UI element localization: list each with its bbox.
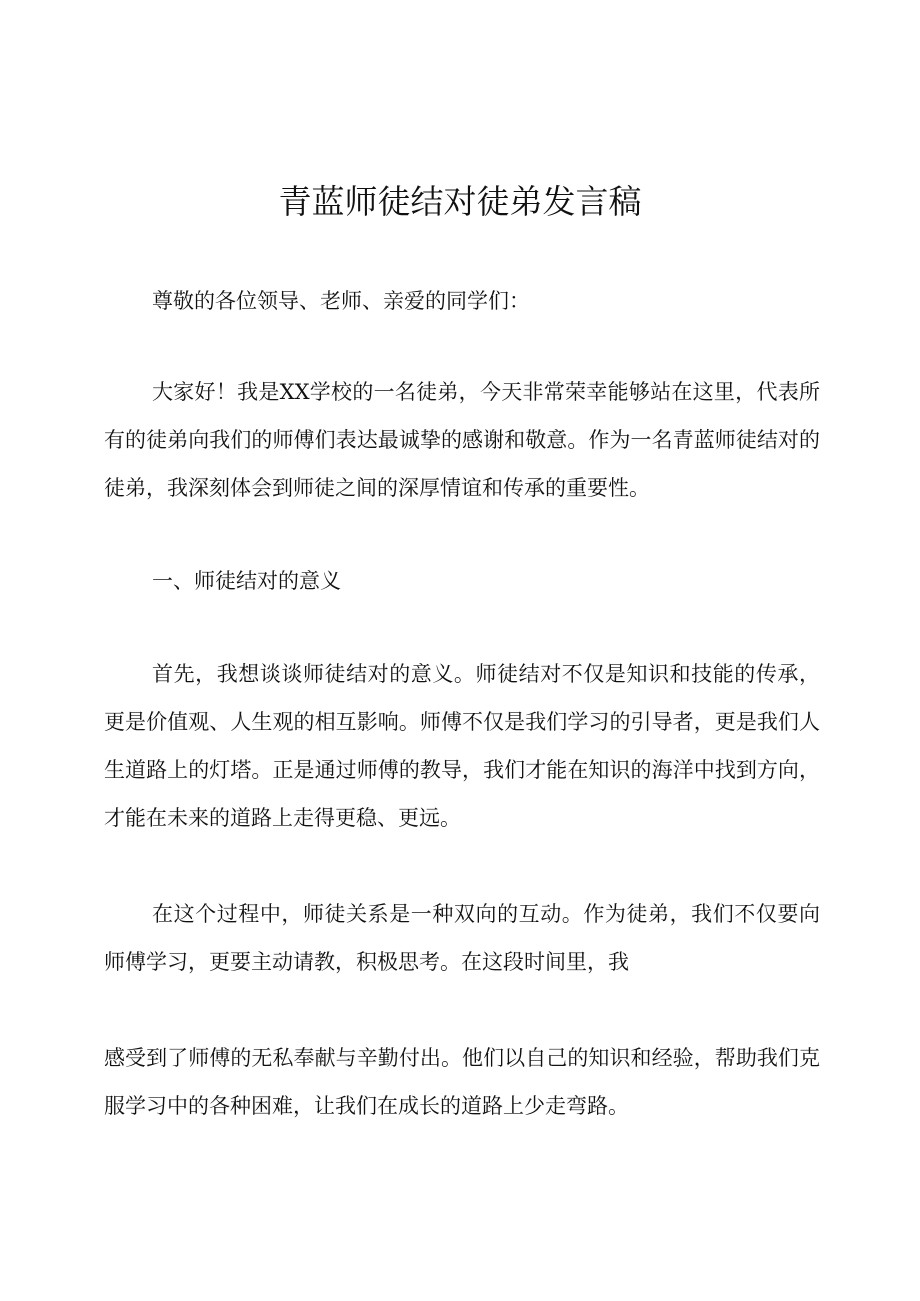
meaning-paragraph: 首先，我想谈谈师徒结对的意义。师徒结对不仅是知识和技能的传承，更是价值观、人生观的相互影响。师傅不仅是我们学习的引导者，更是我们人生道路上的灯塔。正是通过师傅的教导，我们才能在知识的海洋中找到方向，才能在未来的道路上走得更稳、更远。 xyxy=(104,662,820,830)
process-paragraph-part-b: 感受到了师傅的无私奉献与辛勤付出。他们以自己的知识和经验，帮助我们克服学习中的各种困难，让我们在成长的道路上少走弯路。 xyxy=(104,1046,820,1118)
process-paragraph-part-a: 在这个过程中，师徒关系是一种双向的互动。作为徒弟，我们不仅要向师傅学习，更要主动请教，积极思考。在这段时间里，我 xyxy=(104,902,820,974)
document-title: 青蓝师徒结对徒弟发言稿 xyxy=(278,182,642,221)
salutation-paragraph: 尊敬的各位领导、老师、亲爱的同学们： xyxy=(152,289,530,313)
intro-paragraph: 大家好！我是XX学校的一名徒弟，今天非常荣幸能够站在这里，代表所有的徒弟向我们的师傅们表达最诚挚的感谢和敬意。作为一名青蓝师徒结对的徒弟，我深刻体会到师徒之间的深厚情谊和传承的重要性。 xyxy=(104,380,820,500)
section-heading: 一、师徒结对的意义 xyxy=(152,569,341,593)
